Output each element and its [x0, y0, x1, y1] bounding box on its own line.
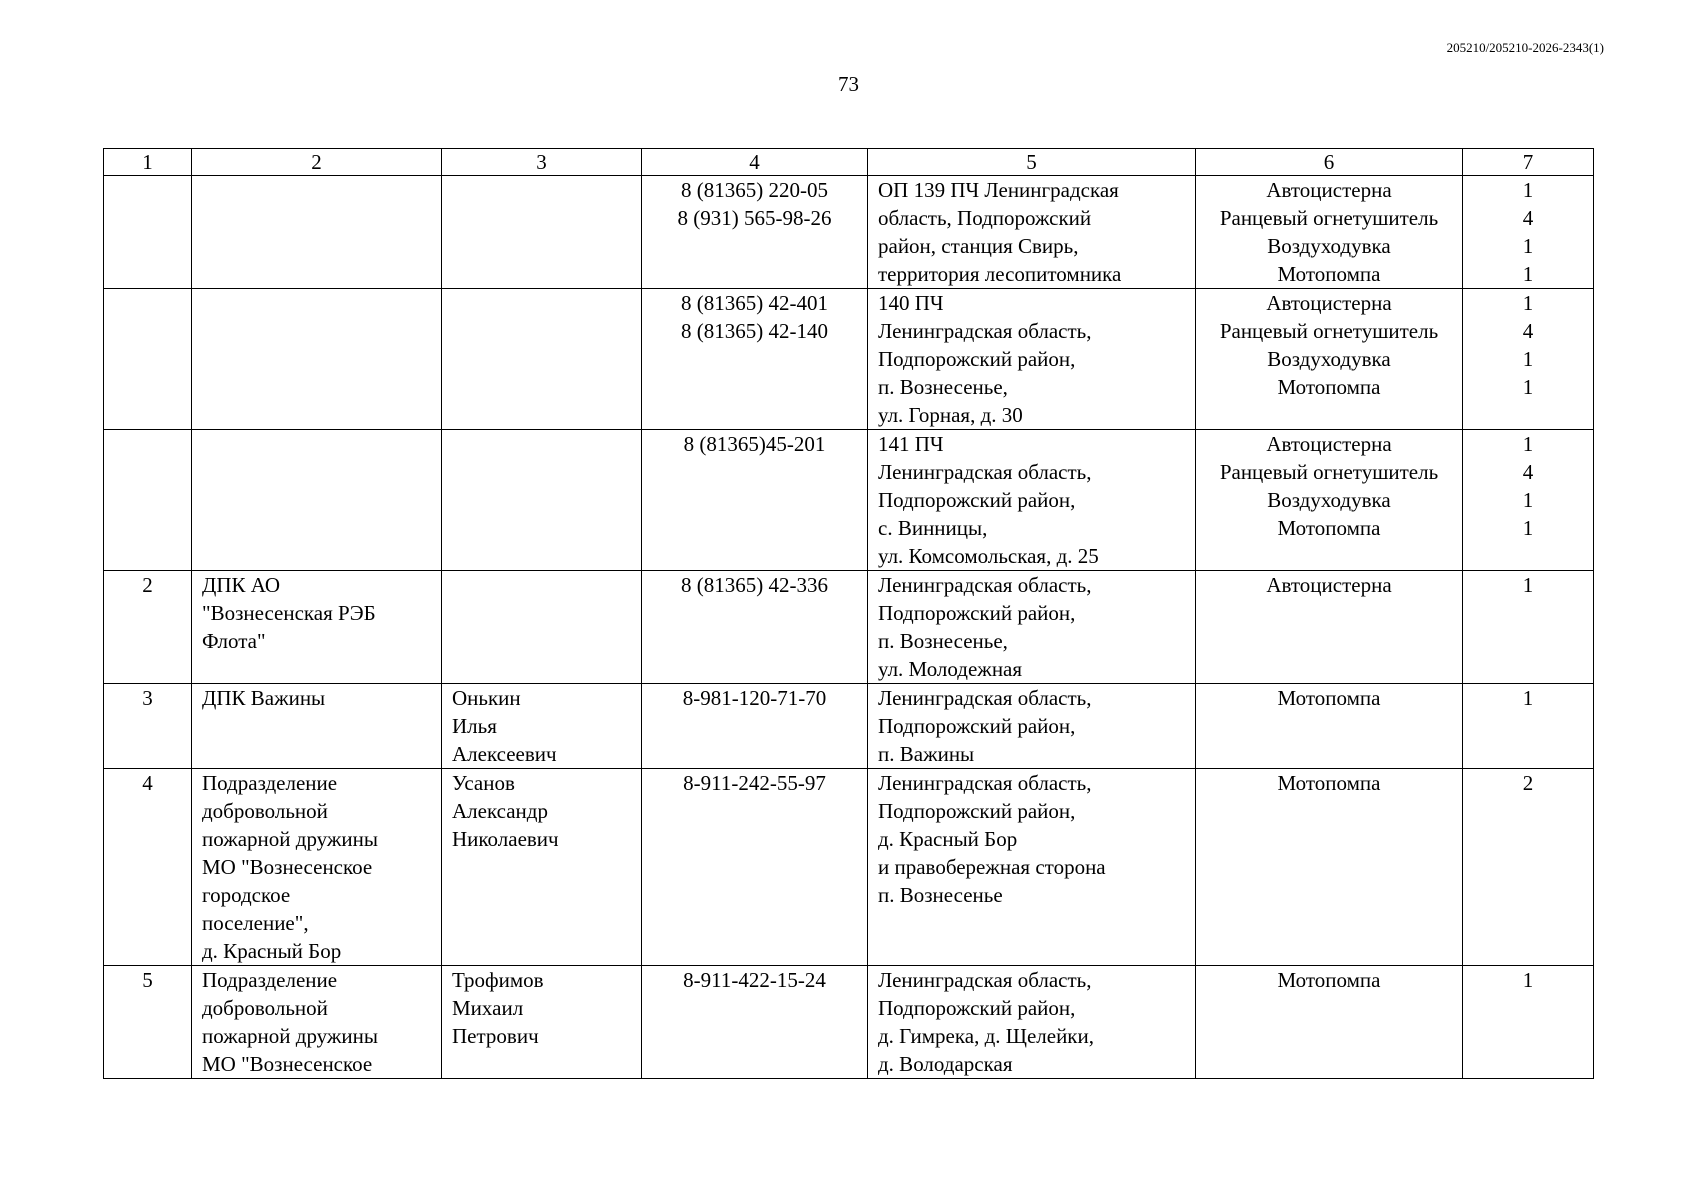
quantity-line: 1 [1522, 178, 1534, 202]
header-cell: 6 [1196, 149, 1463, 176]
equipment-line: Воздуходувка [1267, 347, 1391, 371]
address-cell [868, 430, 1196, 571]
quantity-line: 1 [1522, 375, 1534, 399]
address-line: Подпорожский район, [878, 714, 1076, 738]
address-line: Подпорожский район, [878, 996, 1076, 1020]
contact-person-cell [442, 684, 642, 769]
contact-person-cell [442, 571, 642, 684]
quantity-line: 1 [1522, 968, 1534, 992]
organization-name-cell [192, 684, 442, 769]
organization-name-cell [192, 176, 442, 289]
row-number-cell: 5 [104, 966, 192, 1079]
organization-name-line: добровольной [202, 799, 328, 823]
equipment-line: Автоцистерна [1266, 573, 1392, 597]
organization-name-cell [192, 571, 442, 684]
contact-person-line: Николаевич [452, 827, 559, 851]
address-line: Ленинградская область, [878, 319, 1092, 343]
phone-cell [642, 571, 868, 684]
contact-person-cell [442, 430, 642, 571]
address-line: Ленинградская область, [878, 771, 1092, 795]
header-cell: 1 [104, 149, 192, 176]
contact-person-line: Усанов [452, 771, 515, 795]
equipment-cell [1196, 684, 1463, 769]
organization-name-line: ДПК Важины [202, 686, 326, 710]
phone-line: 8 (931) 565-98-26 [677, 206, 832, 230]
address-line: Ленинградская область, [878, 460, 1092, 484]
equipment-line: Мотопомпа [1277, 262, 1381, 286]
phone-cell [642, 684, 868, 769]
quantity-line: 2 [1522, 771, 1534, 795]
header-cell: 3 [442, 149, 642, 176]
contact-person-cell [442, 176, 642, 289]
quantity-cell [1463, 571, 1594, 684]
equipment-line: Автоцистерна [1266, 432, 1392, 456]
table-row [104, 289, 1594, 430]
row-number-cell [104, 289, 192, 430]
quantity-line: 1 [1522, 432, 1534, 456]
contact-person-line: Михаил [452, 996, 524, 1020]
table-row [104, 430, 1594, 571]
address-line: п. Вознесенье, [878, 629, 1008, 653]
document-id: 205210/205210-2026-2343(1) [1446, 40, 1604, 55]
header-cell: 7 [1463, 149, 1594, 176]
equipment-line: Воздуходувка [1267, 488, 1391, 512]
organization-name-cell [192, 289, 442, 430]
equipment-line: Ранцевый огнетушитель [1219, 319, 1439, 343]
address-line: ул. Комсомольская, д. 25 [878, 544, 1099, 568]
quantity-cell [1463, 430, 1594, 571]
equipment-line: Мотопомпа [1277, 686, 1381, 710]
quantity-cell [1463, 289, 1594, 430]
equipment-line: Мотопомпа [1277, 516, 1381, 540]
organization-name-line: ДПК АО [202, 573, 281, 597]
phone-line: 8-911-242-55-97 [683, 771, 826, 795]
phone-line: 8 (81365) 42-401 [681, 291, 828, 315]
address-line: п. Важины [878, 742, 975, 766]
quantity-line: 1 [1522, 686, 1534, 710]
quantity-line: 4 [1522, 460, 1534, 484]
phone-line: 8 (81365)45-201 [683, 432, 826, 456]
quantity-line: 1 [1522, 234, 1534, 258]
address-line: ул. Молодежная [878, 657, 1023, 681]
address-line: Подпорожский район, [878, 488, 1076, 512]
address-line: территория лесопитомника [878, 262, 1122, 286]
address-line: Подпорожский район, [878, 347, 1076, 371]
equipment-cell [1196, 176, 1463, 289]
equipment-cell [1196, 769, 1463, 966]
organization-name-line: пожарной дружины [202, 1024, 378, 1048]
table-row [104, 684, 1594, 769]
organization-name-line: МО "Вознесенское [202, 1052, 373, 1076]
phone-cell [642, 176, 868, 289]
address-line: область, Подпорожский [878, 206, 1092, 230]
equipment-cell [1196, 571, 1463, 684]
address-line: п. Вознесенье, [878, 375, 1008, 399]
address-line: Ленинградская область, [878, 686, 1092, 710]
quantity-line: 1 [1522, 488, 1534, 512]
contact-person-cell [442, 966, 642, 1079]
address-line: Ленинградская область, [878, 573, 1092, 597]
organization-name-cell [192, 430, 442, 571]
address-line: с. Винницы, [878, 516, 988, 540]
organization-name-line: Флота" [202, 629, 266, 653]
quantity-line: 1 [1522, 516, 1534, 540]
address-line: д. Володарская [878, 1052, 1013, 1076]
phone-cell [642, 289, 868, 430]
table-row [104, 966, 1594, 1079]
organization-name-line: поселение", [202, 911, 309, 935]
address-line: Подпорожский район, [878, 601, 1076, 625]
organization-name-cell [192, 769, 442, 966]
address-line: 141 ПЧ [878, 432, 944, 456]
equipment-line: Мотопомпа [1277, 968, 1381, 992]
organization-name-line: "Вознесенская РЭБ [202, 601, 376, 625]
address-line: 140 ПЧ [878, 291, 944, 315]
address-cell [868, 571, 1196, 684]
table-header-row [104, 149, 1594, 176]
contact-person-line: Онькин [452, 686, 521, 710]
phone-cell [642, 769, 868, 966]
address-line: и правобережная сторона [878, 855, 1106, 879]
equipment-line: Ранцевый огнетушитель [1219, 206, 1439, 230]
equipment-line: Автоцистерна [1266, 291, 1392, 315]
quantity-cell [1463, 684, 1594, 769]
equipment-line: Мотопомпа [1277, 771, 1381, 795]
address-line: ул. Горная, д. 30 [878, 403, 1023, 427]
phone-line: 8-911-422-15-24 [683, 968, 826, 992]
address-line: район, станция Свирь, [878, 234, 1079, 258]
equipment-cell [1196, 430, 1463, 571]
address-line: ОП 139 ПЧ Ленинградская [878, 178, 1119, 202]
contact-person-line: Илья [452, 714, 497, 738]
phone-line: 8 (81365) 220-05 [681, 178, 828, 202]
phone-line: 8 (81365) 42-336 [681, 573, 828, 597]
address-cell [868, 684, 1196, 769]
header-cell: 5 [868, 149, 1196, 176]
equipment-cell [1196, 289, 1463, 430]
quantity-cell [1463, 966, 1594, 1079]
quantity-cell [1463, 769, 1594, 966]
organization-name-line: пожарной дружины [202, 827, 378, 851]
equipment-cell [1196, 966, 1463, 1079]
address-cell [868, 176, 1196, 289]
quantity-line: 1 [1522, 291, 1534, 315]
equipment-table [103, 148, 1594, 1079]
equipment-line: Автоцистерна [1266, 178, 1392, 202]
quantity-line: 4 [1522, 206, 1534, 230]
contact-person-cell [442, 769, 642, 966]
row-number-cell [104, 430, 192, 571]
contact-person-line: Алексеевич [452, 742, 557, 766]
quantity-line: 4 [1522, 319, 1534, 343]
header-cell: 2 [192, 149, 442, 176]
page-number: 73 [838, 72, 859, 96]
table-row [104, 769, 1594, 966]
address-cell [868, 769, 1196, 966]
address-line: д. Гимрека, д. Щелейки, [878, 1024, 1094, 1048]
address-line: Ленинградская область, [878, 968, 1092, 992]
address-cell [868, 966, 1196, 1079]
equipment-line: Воздуходувка [1267, 234, 1391, 258]
address-line: п. Вознесенье [878, 883, 1003, 907]
organization-name-line: Подразделение [202, 968, 338, 992]
contact-person-line: Александр [452, 799, 548, 823]
address-line: Подпорожский район, [878, 799, 1076, 823]
quantity-line: 1 [1522, 262, 1534, 286]
organization-name-line: городское [202, 883, 291, 907]
table-row [104, 571, 1594, 684]
contact-person-line: Петрович [452, 1024, 539, 1048]
organization-name-line: МО "Вознесенское [202, 855, 373, 879]
equipment-line: Ранцевый огнетушитель [1219, 460, 1439, 484]
contact-person-line: Трофимов [452, 968, 544, 992]
equipment-line: Мотопомпа [1277, 375, 1381, 399]
address-cell [868, 289, 1196, 430]
organization-name-line: Подразделение [202, 771, 338, 795]
organization-name-line: добровольной [202, 996, 328, 1020]
row-number-cell [104, 176, 192, 289]
contact-person-cell [442, 289, 642, 430]
phone-cell [642, 430, 868, 571]
header-cell: 4 [642, 149, 868, 176]
phone-line: 8-981-120-71-70 [682, 686, 827, 710]
row-number-cell: 4 [104, 769, 192, 966]
quantity-line: 1 [1522, 573, 1534, 597]
phone-cell [642, 966, 868, 1079]
quantity-cell [1463, 176, 1594, 289]
row-number-cell: 2 [104, 571, 192, 684]
address-line: д. Красный Бор [878, 827, 1018, 851]
quantity-line: 1 [1522, 347, 1534, 371]
organization-name-line: д. Красный Бор [202, 939, 342, 963]
table-row [104, 176, 1594, 289]
organization-name-cell [192, 966, 442, 1079]
phone-line: 8 (81365) 42-140 [681, 319, 828, 343]
row-number-cell: 3 [104, 684, 192, 769]
